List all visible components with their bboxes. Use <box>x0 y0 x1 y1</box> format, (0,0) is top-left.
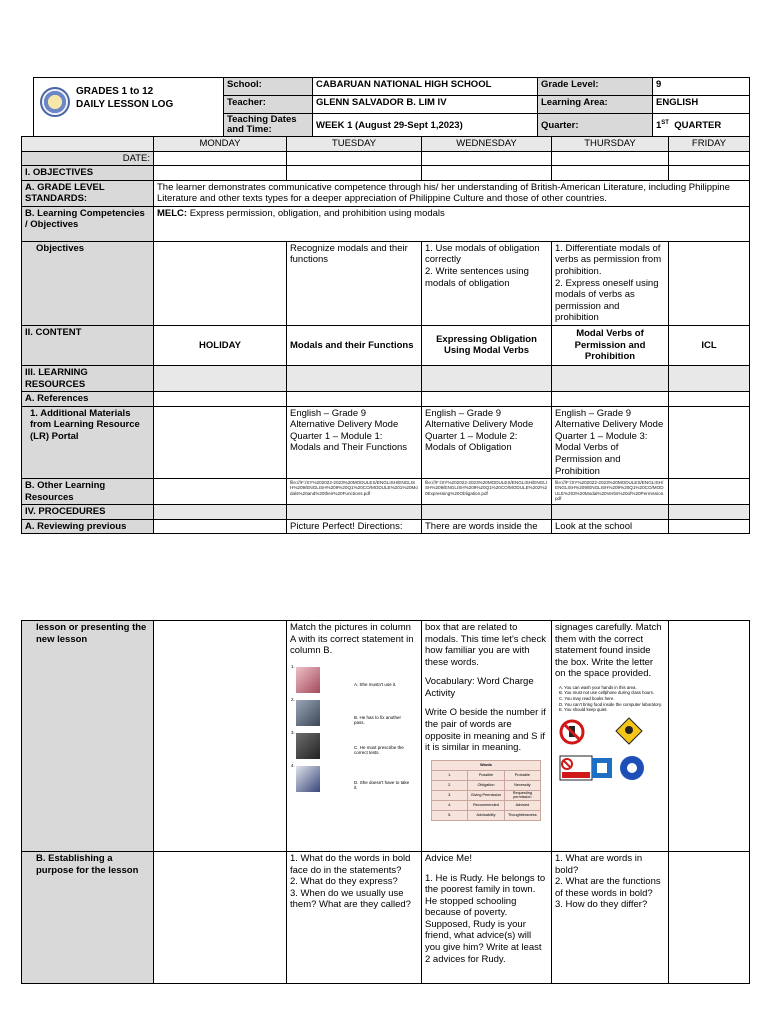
date-wednesday <box>422 151 552 166</box>
materials-monday <box>154 406 287 478</box>
objectives-wednesday: 1. Use modals of obligation correctly 2. Write sentences using modals of obligation <box>422 241 552 325</box>
vocab-word: Thoughtlessness <box>504 811 540 821</box>
lesson-log-table <box>21 136 750 534</box>
student-picture-icon <box>296 766 320 792</box>
logo-title <box>76 86 173 111</box>
materials-thursday: English – Grade 9 Alternative Delivery Mode Quarter 1 – Module 3: Modal Verbs of Permission and Prohibition <box>552 406 669 478</box>
car-picture-icon <box>296 700 320 726</box>
establishing-thursday: 1. What are words in bold? 2. What are the functions of these words in bold? 3. How do they differ? <box>552 852 669 984</box>
sign-statement-b: B. You must not use cellphone during class hours. <box>559 690 655 696</box>
word-charge-header: Words <box>432 760 541 770</box>
school-value: CABARUAN NATIONAL HIGH SCHOOL <box>313 78 538 96</box>
additional-materials-label: 1. Additional Materials from Learning Resource (LR) Portal <box>22 406 154 478</box>
vocab-word: Possible <box>468 770 504 780</box>
quarter-word: QUARTER <box>674 119 722 131</box>
lesson-log-header <box>33 77 750 138</box>
grade-standards-label: A. GRADE LEVEL STANDARDS: <box>22 180 154 206</box>
vocab-num: 2. <box>432 780 468 790</box>
reviewing-monday <box>154 621 287 852</box>
establishing-monday <box>154 852 287 984</box>
grade-level-value: 9 <box>653 78 750 96</box>
learning-competencies-label: B. Learning Competencies / Objectives <box>22 206 154 241</box>
sign-statement-d: D. You can't bring food inside the computer laboratory. <box>559 701 662 707</box>
other-resources-thursday: file:///F:/SY%202022-2023%20MODULES/ENGLISH/ENGLISH%209/ENGLISH%209%20Q1%20CO/MODULE%203%20Modal%20Verbs%20of%20Permission.pdf <box>552 479 669 505</box>
quarter-suffix: ST <box>661 119 669 126</box>
establishing-tuesday: 1. What do the words in bold face do in the statements? 2. What do they express? 3. When do we usually use them? What are they called? <box>287 852 422 984</box>
objectives-tuesday: Recognize modals and their functions <box>287 241 422 325</box>
pic-label-b: B. He has to fix another pass. <box>354 714 402 726</box>
advice-me-text: 1. He is Rudy. He belongs to the poorest family in town. He stopped schooling because of poverty. Supposed, Rudy is your friend, what advice(s) will you give him? Write at least 2 advices for Rudy. <box>425 872 546 965</box>
procedures-label: IV. PROCEDURES <box>22 505 154 520</box>
day-wednesday: WEDNESDAY <box>422 137 552 152</box>
sign-statement-e: E. You should keep quiet. <box>559 707 608 713</box>
objectives-thursday: 1. Differentiate modals of verbs as permission from prohibition. 2. Express oneself using modals of verbs as permission and prohibition <box>552 241 669 325</box>
library-sign-icon <box>591 757 613 779</box>
vocab-num: 3. <box>432 790 468 800</box>
reviewing-tuesday-1: Picture Perfect! Directions: <box>287 519 422 534</box>
vocab-word: Giving Permission <box>468 790 504 800</box>
quiet-zone-sign-icon <box>615 717 643 745</box>
phone-picture-icon <box>296 733 320 759</box>
content-friday: ICL <box>669 325 750 365</box>
content-thursday: Modal Verbs of Permission and Prohibition <box>552 325 669 365</box>
signage-images <box>555 717 659 827</box>
teacher-value: GLENN SALVADOR B. LIM IV <box>313 96 538 114</box>
pic-num-3: 3. <box>291 729 295 735</box>
wash-hands-sign-icon <box>619 755 645 781</box>
melc-label: MELC: <box>157 207 188 219</box>
learning-area-label: Learning Area: <box>538 96 653 114</box>
date-friday <box>669 151 750 166</box>
pic-label-d: D. She doesn't have to take it. <box>354 779 410 791</box>
logo-line-2: DAILY LESSON LOG <box>76 98 174 110</box>
date-monday <box>154 151 287 166</box>
grade-level-label: Grade Level: <box>538 78 653 96</box>
write-o-directions: Write O beside the number if the pair of words are opposite in meaning and S if it is similar in meaning. <box>425 707 546 754</box>
materials-friday <box>669 406 750 478</box>
sign-statement-a: A. You can wash your hands in this area. <box>559 684 637 690</box>
content-monday: HOLIDAY <box>154 325 287 365</box>
establishing-purpose-label: B. Establishing a purpose for the lesson <box>22 852 154 984</box>
doctor-picture-icon <box>296 667 320 693</box>
vocab-num: 4. <box>432 801 468 811</box>
reviewing-wednesday-2 <box>422 621 552 852</box>
vocab-word: Obligation <box>468 780 504 790</box>
vocab-word: Advised <box>504 801 540 811</box>
date-label: DATE: <box>22 151 154 166</box>
melc-text <box>154 206 750 241</box>
advice-me-title: Advice Me! <box>425 853 472 864</box>
reviewing-wednesday-1: There are words inside the <box>422 519 552 534</box>
references-label: A. References <box>22 392 154 407</box>
pic-label-c: C. He must prescribe the correct tests. <box>354 744 404 756</box>
pic-num-1: 1. <box>291 663 295 669</box>
learning-area-value: ENGLISH <box>653 96 750 114</box>
signage-directions: signages carefully. Match them with the correct statement found inside the box. Write the letter on the space provided. <box>555 622 662 680</box>
pic-num-2: 2. <box>291 696 295 702</box>
date-tuesday <box>287 151 422 166</box>
day-tuesday: TUESDAY <box>287 137 422 152</box>
word-box-intro: box that are related to modals. This time let's check how familiar you are with these words. <box>425 622 546 668</box>
pic-label-a: A. She mustn't use it. <box>354 681 397 687</box>
content-wednesday: Expressing Obligation Using Modal Verbs <box>422 325 552 365</box>
objectives-friday <box>669 241 750 325</box>
vocab-num: 1. <box>432 770 468 780</box>
picture-perfect-directions: Match the pictures in column A with its correct statement in column B. <box>290 622 414 657</box>
establishing-wednesday <box>422 852 552 984</box>
vocab-word: Advisability <box>468 811 504 821</box>
materials-wednesday: English – Grade 9 Alternative Delivery Mode Quarter 1 – Module 2: Modals of Obligation <box>422 406 552 478</box>
teacher-label: Teacher: <box>224 96 313 114</box>
day-thursday: THURSDAY <box>552 137 669 152</box>
content-tuesday: Modals and their Functions <box>287 325 422 365</box>
teaching-dates-label: Teaching Dates and Time: <box>224 114 313 138</box>
vocab-word: Necessity <box>504 780 540 790</box>
teaching-dates-value: WEEK 1 (August 29-Sept 1,2023) <box>313 114 538 138</box>
logo-line-1: GRADES 1 to 12 <box>76 86 154 97</box>
quarter-number: 1 <box>656 119 662 131</box>
word-charge-table <box>431 760 541 821</box>
pic-num-4: 4. <box>291 762 295 768</box>
objectives-sub-label: Objectives <box>22 241 154 325</box>
melc-value: Express permission, obligation, and prohibition using modals <box>189 207 445 219</box>
day-monday: MONDAY <box>154 137 287 152</box>
grade-standards-text: The learner demonstrates communicative competence through his/ her understanding of British-American Literature, including Philippine Literature and other texts types for a deeper appreciation of Philippine Culture and those of other countries. <box>154 180 750 206</box>
no-food-sign-icon <box>559 755 593 781</box>
vocab-word: Requesting permission <box>504 790 540 800</box>
signage-statements <box>559 685 665 713</box>
vocab-word: Recommended <box>468 801 504 811</box>
logo-cell <box>34 78 224 138</box>
reviewing-friday <box>669 621 750 852</box>
reviewing-tuesday-2 <box>287 621 422 852</box>
vocabulary-title: Vocabulary: Word Charge Activity <box>425 676 534 699</box>
reviewing-label: A. Reviewing previous <box>22 519 154 534</box>
learning-resources-label: III. LEARNING RESOURCES <box>22 365 154 391</box>
day-friday: FRIDAY <box>669 137 750 152</box>
quarter-value <box>653 114 750 138</box>
reviewing-thursday-1: Look at the school <box>552 519 669 534</box>
sign-statement-c: C. You may read books here. <box>559 696 615 702</box>
vocab-num: 5. <box>432 811 468 821</box>
content-label: II. CONTENT <box>22 325 154 365</box>
reviewing-thursday-2 <box>552 621 669 852</box>
corner-cell <box>22 137 154 152</box>
objectives-label: I. OBJECTIVES <box>22 166 154 181</box>
establishing-friday <box>669 852 750 984</box>
deped-seal-icon <box>40 87 70 117</box>
quarter-label: Quarter: <box>538 114 653 138</box>
picture-matching-image <box>290 663 410 803</box>
vocab-word: Probable <box>504 770 540 780</box>
other-resources-tuesday: file:///F:/SY%202022-2023%20MODULES/ENGLISH/ENGLISH%209/ENGLISH%209%20Q1%20CO/MODULE%201%20Modals%20and%20their%20Functions.pdf <box>287 479 422 505</box>
lesson-log-table-continued <box>21 620 750 984</box>
objectives-monday <box>154 241 287 325</box>
school-label: School: <box>224 78 313 96</box>
other-resources-wednesday: file:///F:/SY%202022-2023%20MODULES/ENGLISH/ENGLISH%209/ENGLISH%209%20Q1%20CO/MODULE%202%20Expressing%20Obligation.pdf <box>422 479 552 505</box>
no-phone-sign-icon <box>559 719 585 745</box>
reviewing-label-cont: lesson or presenting the new lesson <box>22 621 154 852</box>
materials-tuesday: English – Grade 9 Alternative Delivery Mode Quarter 1 – Module 1: Modals and Their Functions <box>287 406 422 478</box>
date-thursday <box>552 151 669 166</box>
other-resources-label: B. Other Learning Resources <box>22 479 154 505</box>
